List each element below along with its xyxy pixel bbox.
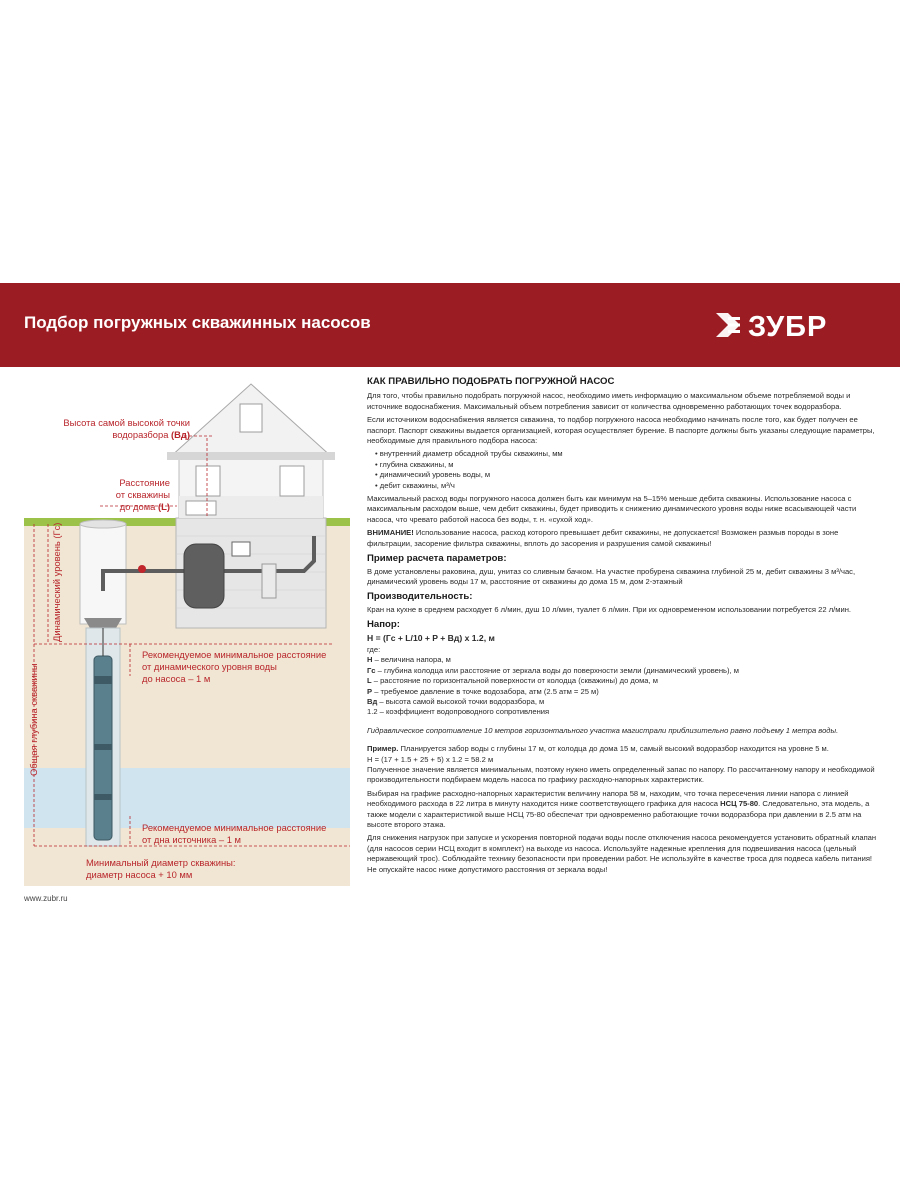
head-formula: Н = (Гс + L/10 + P + Вд) х 1.2, м	[367, 632, 495, 643]
svg-text:водоразбора (Вд): водоразбора (Вд)	[112, 429, 190, 440]
head-heading: Напор:	[367, 619, 400, 631]
warning: ВНИМАНИЕ! Использование насоса, расход которого превышает дебит скважины, не допускается! Возможен размыв породы в зоне фильтрации, засорение фильтра скважины, вплоть до засорения и разрушения самой скважины!	[367, 528, 839, 548]
paragraph-safety: Для снижения нагрузок при запуске и ускорения повторной подачи воды после отключения насоса рекомендуется установить обратный клапан (для насосов серии НСЦ входит в комплект) на выходе из насоса. Используйте надежные крепления для подвешивания насоса (цельный нержавеющий трос). Соблюдайте технику безопасности при проведении работ. Не используйте в качестве троса для подвеса кабель питания! Не опускайте насос ниже допустимого расстояния от зеркала воды!	[367, 833, 877, 874]
svg-text:до насоса – 1 м: до насоса – 1 м	[142, 673, 211, 684]
zubr-logo	[714, 307, 874, 343]
definition: Р – требуемое давление в точке водозабора, атм (2.5 атм = 25 м)	[367, 686, 599, 696]
svg-text:Минимальный диаметр скважины:: Минимальный диаметр скважины:	[86, 857, 236, 868]
article-heading: КАК ПРАВИЛЬНО ПОДОБРАТЬ ПОГРУЖНОЙ НАСОС	[367, 376, 615, 387]
definition: L – расстояние по горизонтальной поверхности от колодца (скважины) до дома, м	[367, 676, 658, 686]
paragraph-reserve: Полученное значение является минимальным, поэтому нужно иметь определенный запас по напору. По рассчитанному напору и необходимой производительности подбираем модель насоса по графику расходно-напорных характеристик.	[367, 765, 875, 785]
example-heading: Пример расчета параметров:	[367, 553, 507, 565]
paragraph-intro: Для того, чтобы правильно подобрать погружной насос, необходимо иметь информацию о максимальном объеме потребляемой воды и источнике водоснабжения. Максимальный объем потребления зависит от количества одновременно работающих точек водоразбора.	[367, 391, 851, 411]
svg-text:Общая глубина скважины: Общая глубина скважины	[28, 663, 39, 776]
performance-heading: Производительность:	[367, 591, 473, 603]
svg-text:от скважины: от скважины	[115, 489, 170, 500]
definition: Гс – глубина колодца или расстояние от зеркала воды до поверхности земли (динамический уровень), м	[367, 665, 739, 675]
article	[367, 377, 877, 878]
paragraph-flow: Максимальный расход воды погружного насоса должен быть как минимум на 5–15% меньше дебита скважины. Использование насоса с максимальным расходом выше, чем дебит скважины, будет приводить к снижению динамического уровня воды ниже всасывающей части насоса, что чревато работой насоса без воды, т. н. «сухой ход».	[367, 494, 857, 524]
example-text: В доме установлены раковина, душ, унитаз со сливным бачком. На участке пробурена скважина глубиной 25 м, дебит скважины 3 м³/час, динамический уровень воды 17 м, расстояние от скважины до дома 15 м, дом 2-этажный	[367, 566, 856, 586]
svg-text:диаметр насоса + 10 мм: диаметр насоса + 10 мм	[86, 869, 193, 880]
example2-formula: Н = (17 + 1.5 + 25 + 5) х 1.2 = 58.2 м	[367, 754, 494, 764]
definition: Вд – высота самой высокой точки водоразбора, м	[367, 696, 545, 706]
list-item: • дебит скважины, м³/ч	[375, 481, 877, 491]
definition: Н – величина напора, м	[367, 655, 451, 665]
list-item: • динамический уровень воды, м	[375, 470, 877, 480]
example2: Пример. Планируется забор воды с глубины 17 м, от колодца до дома 15 м, самый высокий водоразбор находится на уровне 5 м.	[367, 744, 829, 754]
svg-text:до дома (L): до дома (L)	[119, 501, 170, 512]
svg-text:Высота самой высокой точки: Высота самой высокой точки	[63, 417, 190, 428]
well-diagram	[24, 376, 350, 886]
header-banner	[0, 283, 900, 367]
list-item: • внутренний диаметр обсадной трубы скважины, мм	[375, 449, 877, 459]
aquifer	[24, 768, 350, 828]
svg-text:Рекомендуемое минимальное расс: Рекомендуемое минимальное расстояние	[142, 649, 327, 660]
coefficient: 1.2 – коэффициент водопроводного сопротивления	[367, 707, 550, 717]
hydraulic-note: Гидравлическое сопротивление 10 метров горизонтального участка магистрали приблизительно равно подъему 1 метра воды.	[367, 725, 839, 735]
footer-url[interactable]: www.zubr.ru	[24, 894, 68, 903]
performance-text: Кран на кухне в среднем расходует 6 л/мин, душ 10 л/мин, туалет 6 л/мин. При их одновременном использовании потребуется 22 л/мин.	[367, 604, 851, 614]
logo-text: ЗУБР	[748, 311, 828, 343]
svg-text:Расстояние: Расстояние	[119, 477, 170, 488]
svg-text:Динамический уровень (Гс): Динамический уровень (Гс)	[51, 522, 62, 642]
paragraph-model: Выбирая на графике расходно-напорных характеристик величину напора 58 м, находим, что точка пересечения линии напора с линией необходимого расхода в 22 литра в минуту находится ниже соответствующего графика для насоса НСЦ 75-80. Следовательно, эта модель, а также модели с характеристикой выше НСЦ 75-80 обеспечат три одновременно работающие точки водоразбора при давлении в 2.5 атм на высоте второго этажа.	[367, 788, 870, 830]
where-label: где:	[367, 644, 381, 654]
passport-params-list	[367, 449, 877, 491]
svg-text:Рекомендуемое минимальное расс: Рекомендуемое минимальное расстояние	[142, 822, 327, 833]
pressure-tank	[184, 544, 224, 608]
svg-text:от дна источника – 1 м: от дна источника – 1 м	[142, 834, 242, 845]
svg-text:от динамического уровня воды: от динамического уровня воды	[142, 661, 277, 672]
paragraph-passport: Если источником водоснабжения является скважина, то подбор погружного насоса необходимо начинать после того, как будет получен ее паспорт. Паспорт скважины выдается организацией, которая осуществляет бурение. В паспорте должны быть указаны следующие параметры, необходимые для правильного подбора насоса:	[367, 415, 875, 446]
page-title: Подбор погружных скважинных насосов	[24, 313, 371, 332]
list-item: • глубина скважины, м	[375, 460, 877, 470]
